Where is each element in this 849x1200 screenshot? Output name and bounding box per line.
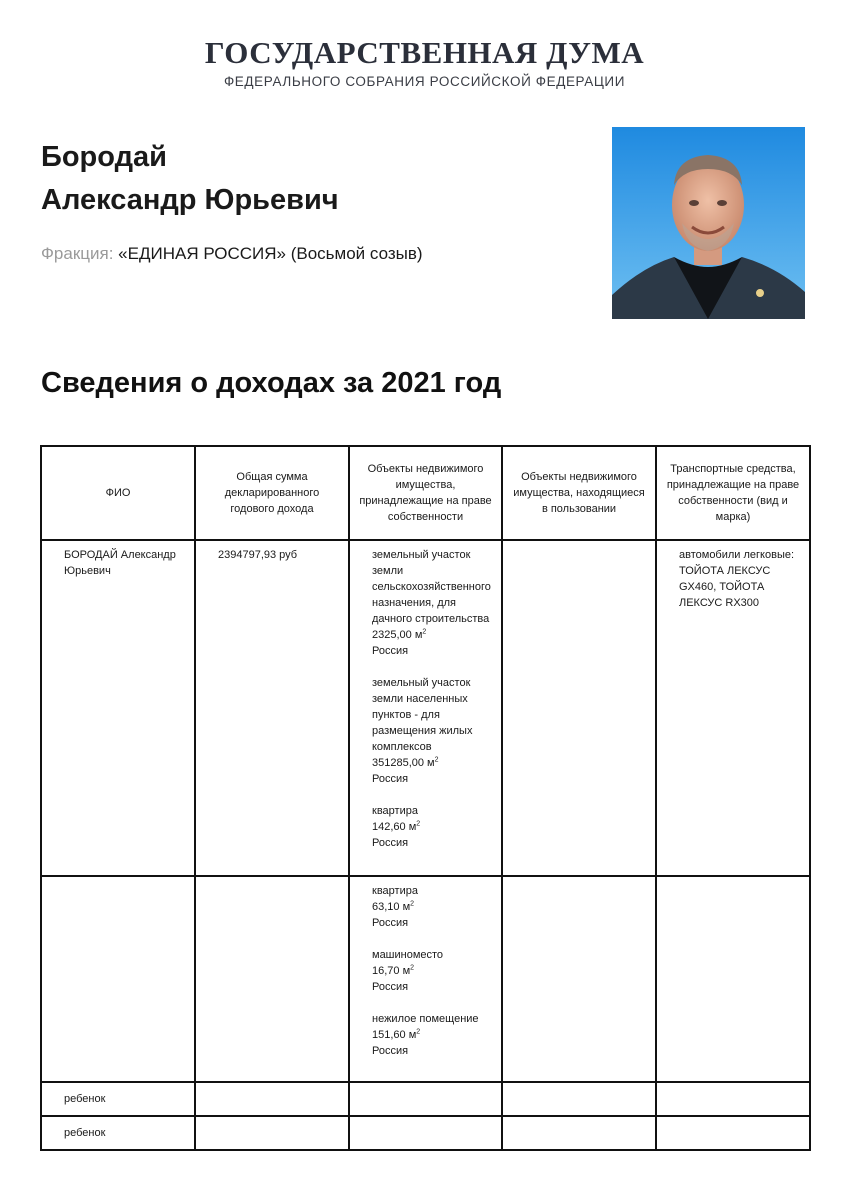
property-country: Россия — [372, 773, 409, 785]
cell-property-in-use — [502, 1082, 656, 1116]
income-declaration-table — [40, 445, 811, 1151]
header-title: ГОСУДАРСТВЕННАЯ ДУМА — [204, 35, 645, 70]
faction-label: Фракция: — [41, 244, 114, 263]
col-header-vehicles: Транспортные средства, принадлежащие на праве собственности (вид и марка) — [656, 446, 810, 540]
cell-vehicles — [656, 1082, 810, 1116]
table-row — [41, 1082, 810, 1116]
cell-property-owned — [349, 540, 502, 876]
cell-name: ребенок — [41, 1082, 195, 1116]
col-header-name: ФИО — [41, 446, 195, 540]
property-area: 151,60 $м^2$ — [372, 1028, 421, 1041]
property-item — [372, 1011, 497, 1059]
cell-income: 2394797,93 руб — [195, 540, 349, 876]
cell-property-owned — [349, 1116, 502, 1150]
site-header — [0, 36, 849, 89]
faction-value: «ЕДИНАЯ РОССИЯ» (Восьмой созыв) — [118, 244, 423, 263]
cell-property-owned — [349, 1082, 502, 1116]
col-header-property-owned: Объекты недвижимого имущества, принадлежащие на праве собственности — [349, 446, 502, 540]
property-area: 16,70 $м^2$ — [372, 964, 415, 977]
cell-property-owned — [349, 876, 502, 1082]
deputy-photo — [612, 127, 805, 319]
property-type: квартира — [372, 885, 418, 897]
property-area: 63,10 $м^2$ — [372, 900, 415, 913]
property-country: Россия — [372, 837, 409, 849]
property-item — [372, 883, 497, 931]
property-country: Россия — [372, 981, 409, 993]
property-type: машиноместо — [372, 949, 444, 961]
col-header-income: Общая сумма декларированного годового дохода — [195, 446, 349, 540]
cell-income — [195, 1082, 349, 1116]
section-title: Сведения о доходах за 2021 год — [41, 367, 502, 399]
cell-property-in-use — [502, 1116, 656, 1150]
property-item — [372, 803, 497, 851]
cell-vehicles — [656, 876, 810, 1082]
cell-name: ребенок — [41, 1116, 195, 1150]
person-last-name: Бородай — [41, 141, 167, 173]
cell-property-in-use — [502, 876, 656, 1082]
property-area: 142,60 $м^2$ — [372, 820, 421, 833]
table-row — [41, 1116, 810, 1150]
cell-vehicles — [656, 1116, 810, 1150]
property-type: квартира — [372, 805, 418, 817]
table-row — [41, 540, 810, 876]
cell-name — [41, 876, 195, 1082]
cell-vehicles: автомобили легковые: ТОЙОТА ЛЕКСУС GX460, ТОЙОТА ЛЕКСУС RX300 — [656, 540, 810, 876]
faction-line — [41, 244, 423, 264]
property-item — [372, 675, 497, 787]
person-first-middle-name: Александр Юрьевич — [41, 184, 339, 216]
property-type: земельный участок земли населенных пунктов - для размещения жилых комплексов — [372, 677, 473, 753]
property-type: нежилое помещение — [372, 1013, 479, 1025]
table-row — [41, 876, 810, 1082]
property-country: Россия — [372, 917, 409, 929]
property-area: 2325,00 $м^2$ — [372, 628, 427, 641]
property-country: Россия — [372, 645, 409, 657]
cell-income — [195, 876, 349, 1082]
property-item — [372, 947, 497, 995]
header-subtitle: ФЕДЕРАЛЬНОГО СОБРАНИЯ РОССИЙСКОЙ ФЕДЕРАЦИИ — [223, 74, 626, 89]
table-header-row — [41, 446, 810, 540]
property-item — [372, 547, 497, 659]
cell-income — [195, 1116, 349, 1150]
cell-property-in-use — [502, 540, 656, 876]
property-country: Россия — [372, 1045, 409, 1057]
col-header-property-in-use: Объекты недвижимого имущества, находящиеся в пользовании — [502, 446, 656, 540]
property-type: земельный участок земли сельскохозяйственного назначения, для дачного строительства — [372, 549, 491, 625]
person-name — [41, 136, 339, 222]
cell-name: БОРОДАЙ Александр Юрьевич — [41, 540, 195, 876]
property-area: 351285,00 $м^2$ — [372, 756, 439, 769]
